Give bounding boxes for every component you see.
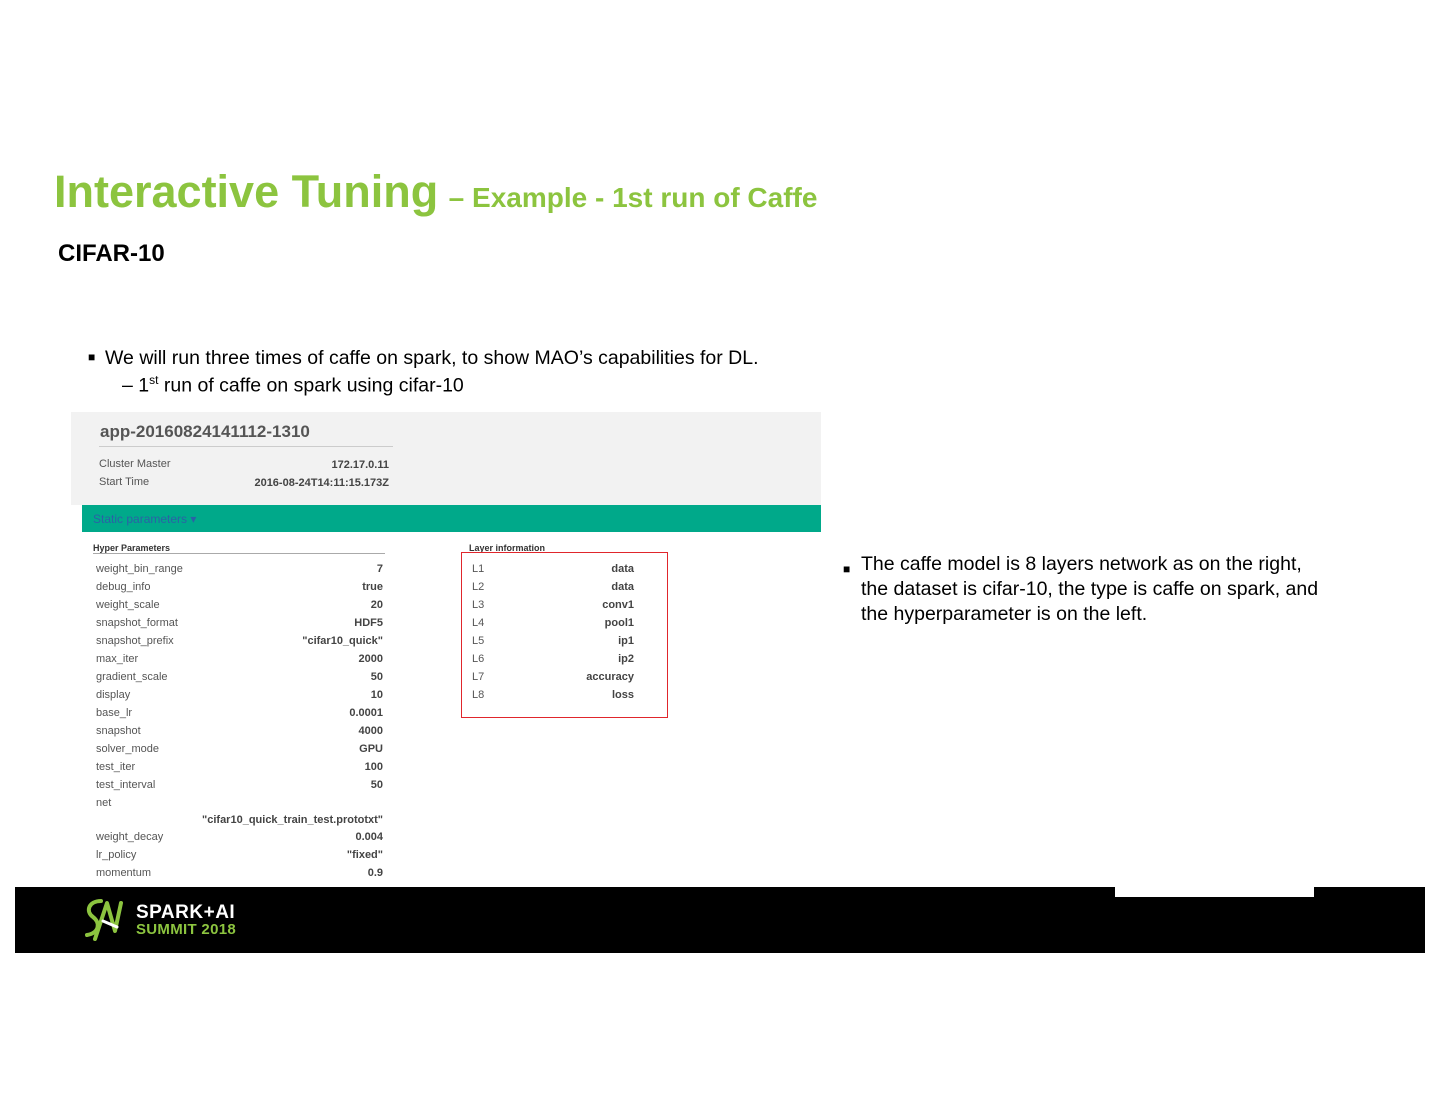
slide-title-sub: – Example - 1st run of Caffe — [448, 182, 818, 213]
layer-row — [472, 671, 634, 689]
layer-row — [472, 599, 634, 617]
hyper-parameter-row — [96, 867, 383, 879]
param-name: base_lr — [96, 707, 133, 719]
param-value: "cifar10_quick_train_test.prototxt" — [202, 814, 383, 826]
param-name: snapshot — [96, 725, 141, 737]
param-name: gradient_scale — [96, 671, 168, 683]
param-name: net — [96, 797, 112, 809]
start-time-value: 2016-08-24T14:11:15.173Z — [254, 477, 389, 489]
hyper-parameter-row — [96, 689, 383, 707]
hyper-parameter-row — [96, 725, 383, 743]
bullet-point — [88, 347, 759, 370]
param-value: 4000 — [358, 725, 383, 737]
layer-id: L6 — [472, 653, 485, 665]
layer-id: L5 — [472, 635, 485, 647]
param-value: 20 — [370, 599, 383, 611]
param-value: 50 — [370, 671, 383, 683]
param-name: weight_decay — [96, 831, 164, 843]
hyper-parameters-heading: Hyper Parameters — [93, 543, 171, 553]
hyper-parameter-row — [96, 849, 383, 867]
hyper-parameter-row — [96, 599, 383, 617]
footer-bar — [15, 887, 1425, 953]
param-name: test_interval — [96, 779, 156, 791]
divider — [99, 446, 393, 447]
square-bullet-icon: ■ — [88, 350, 96, 364]
static-parameters-bar — [82, 505, 821, 532]
layer-id: L1 — [472, 563, 485, 575]
slide-title-main: Interactive Tuning — [54, 166, 439, 217]
param-value: 0.0001 — [349, 707, 383, 719]
hyper-parameter-row — [96, 779, 383, 797]
param-value: "cifar10_quick" — [302, 635, 383, 647]
cluster-master-label: Cluster Master — [99, 458, 171, 470]
param-name: max_iter — [96, 653, 139, 665]
param-value: 7 — [376, 563, 383, 575]
param-name: snapshot_prefix — [96, 635, 174, 647]
description-text: The caffe model is 8 layers network as on the right, the dataset is cifar-10, the type is caffe on spark, and the hyperparameter is on the left. — [861, 553, 1319, 625]
layer-row — [472, 617, 634, 635]
param-value: 0.9 — [367, 867, 383, 879]
app-title: app-20160824141112-1310 — [100, 422, 310, 441]
layer-name: conv1 — [602, 599, 634, 611]
slide-title — [54, 166, 817, 218]
app-screenshot — [71, 412, 821, 879]
sub-bullet-rest: run of caffe on spark using cifar-10 — [158, 374, 464, 397]
divider — [93, 553, 385, 554]
param-value: 10 — [370, 689, 383, 701]
static-parameters-toggle[interactable]: Static parameters ▾ — [93, 512, 197, 526]
param-name: test_iter — [96, 761, 136, 773]
param-name: lr_policy — [96, 849, 137, 861]
layer-name: ip1 — [618, 635, 634, 647]
app-header — [71, 412, 821, 505]
layer-row — [472, 689, 634, 707]
layer-row — [472, 635, 634, 653]
layer-row — [472, 581, 634, 599]
layer-id: L3 — [472, 599, 485, 611]
param-value: true — [362, 581, 383, 593]
param-name: weight_bin_range — [96, 563, 183, 575]
layer-information-heading: Layer information — [469, 543, 546, 553]
hyper-parameter-row — [96, 761, 383, 779]
spark-ai-logo-icon — [81, 897, 129, 941]
brand-line-1: SPARK+AI — [136, 902, 236, 923]
layer-name: pool1 — [604, 617, 634, 629]
layer-name: data — [611, 563, 634, 575]
param-value: 50 — [370, 779, 383, 791]
sub-bullet-prefix: – 1 — [122, 374, 150, 397]
hyper-parameter-row — [96, 814, 383, 832]
layer-id: L7 — [472, 671, 485, 683]
param-name: display — [96, 689, 131, 701]
brand-line-2: SUMMIT 2018 — [136, 921, 236, 938]
param-value: "fixed" — [346, 849, 383, 861]
layer-id: L4 — [472, 617, 485, 629]
sub-bullet — [122, 373, 464, 398]
square-bullet-icon: ■ — [843, 562, 851, 576]
hyper-parameter-row — [96, 563, 383, 581]
param-name: weight_scale — [96, 599, 160, 611]
param-name: debug_info — [96, 581, 151, 593]
description-bullet — [843, 552, 1323, 627]
param-value: 100 — [364, 761, 383, 773]
sub-bullet-sup: st — [149, 373, 159, 387]
footer-notch — [1115, 887, 1314, 897]
slide-subtitle: CIFAR-10 — [58, 240, 165, 267]
hyper-parameter-row — [96, 743, 383, 761]
layer-id: L2 — [472, 581, 485, 593]
hyper-parameter-row — [96, 831, 383, 849]
param-value: GPU — [359, 743, 383, 755]
hyper-parameter-row — [96, 617, 383, 635]
hyper-parameter-row — [96, 581, 383, 599]
cluster-master-value: 172.17.0.11 — [331, 459, 389, 471]
hyper-parameter-row — [96, 671, 383, 689]
param-name: momentum — [96, 867, 152, 879]
param-value: HDF5 — [354, 617, 383, 629]
layer-row — [472, 563, 634, 581]
hyper-parameter-row — [96, 707, 383, 725]
hyper-parameter-row — [96, 635, 383, 653]
hyper-parameter-row — [96, 797, 383, 815]
layer-name: loss — [611, 689, 634, 701]
layer-name: accuracy — [586, 671, 634, 683]
param-name: solver_mode — [96, 743, 159, 755]
hyper-parameter-row — [96, 653, 383, 671]
param-name: snapshot_format — [96, 617, 178, 629]
layer-name: ip2 — [618, 653, 634, 665]
layer-name: data — [611, 581, 634, 593]
start-time-label: Start Time — [99, 476, 150, 488]
param-value: 0.004 — [355, 831, 383, 843]
layer-id: L8 — [472, 689, 485, 701]
layer-row — [472, 653, 634, 671]
bullet-text: We will run three times of caffe on spark, to show MAO’s capabilities for DL. — [105, 347, 759, 369]
param-value: 2000 — [358, 653, 383, 665]
